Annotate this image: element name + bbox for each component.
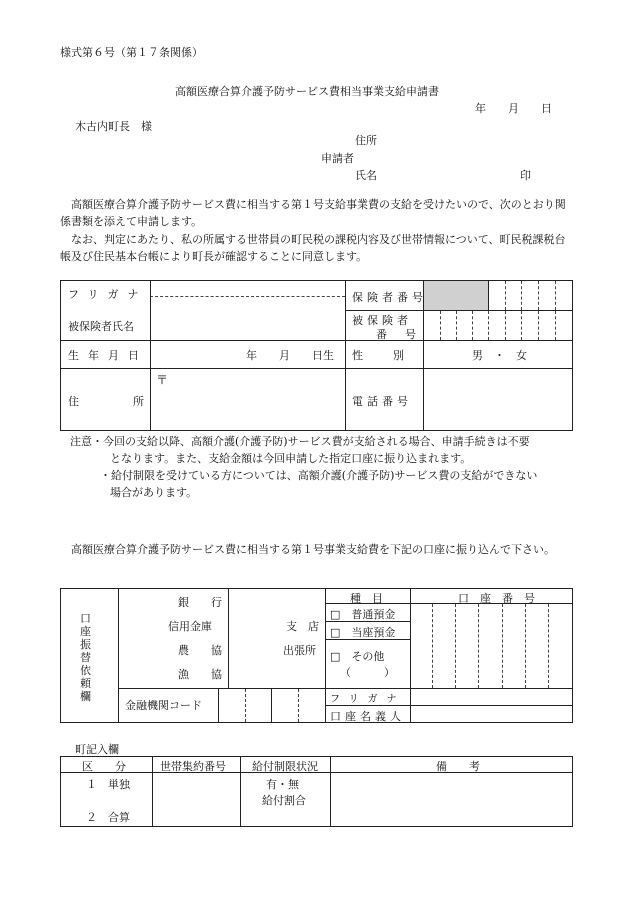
branch-label: 支 店 — [286, 620, 319, 633]
insurer-number-label: 保険者番号 — [352, 291, 427, 304]
furigana-label: フリガナ — [68, 288, 148, 301]
kind-other-checkbox[interactable]: □ その他 — [330, 650, 385, 663]
birthdate-format: 年 月 日生 — [246, 349, 334, 362]
addressee: 木古内町長 様 — [75, 120, 152, 133]
restriction-yes-no: 有・無 — [266, 778, 299, 791]
birthdate-label: 生年月日 — [68, 349, 148, 362]
bank-type-nokyo: 農 協 — [178, 644, 222, 657]
office-label: 出張所 — [283, 644, 316, 657]
insured-number-label-1: 被保険者 — [352, 314, 412, 327]
account-holder-label: 口座名義人 — [330, 710, 405, 723]
kind-other-paren: （ ） — [340, 666, 395, 679]
category-single: １ 単独 — [86, 778, 130, 791]
date-month: 月 — [508, 102, 519, 115]
bank-code-label: 金融機関コード — [125, 699, 202, 712]
address-label: 住所 — [68, 395, 198, 408]
applicant-name-label: 氏名 — [355, 169, 377, 182]
header-category: 区 分 — [82, 760, 126, 773]
town-section-label: 町記入欄 — [75, 743, 119, 756]
note-1-cont: となります。また、支給金額は今回申請した指定口座に振り込まれます。 — [110, 452, 472, 465]
insured-number-label-2: 番号 — [376, 328, 434, 341]
note-2-cont: 場合があります。 — [110, 486, 198, 499]
note-2: ・給付制限を受けている方については、高額介護(介護予防)サービス費の支給ができない — [100, 469, 538, 482]
account-furigana-label: フリガナ — [330, 694, 406, 705]
transfer-section-label: 口座振替依頼欄 — [80, 612, 91, 703]
applicant-role-label: 申請者 — [321, 152, 354, 165]
seal-mark: 印 — [520, 169, 531, 182]
postal-mark: 〒 — [156, 373, 169, 387]
note-1: 注意・今回の支給以降、高額介護(介護予防)サービス費が支給される場合、申請手続きは不要 — [70, 435, 530, 448]
transfer-paragraph: 高額医療合算介護予防サービス費に相当する第１号事業支給費を下記の口座に振り込んで下さい。 — [71, 543, 555, 556]
category-combined: ２ 合算 — [86, 811, 130, 824]
bank-type-bank: 銀 行 — [178, 596, 222, 609]
insured-name-field[interactable] — [152, 298, 344, 339]
intro-paragraph-2: なお、判定にあたり、私の所属する世帯員の町民税の課税内容及び世帯情報について、町民税課税台帳及び住民基本台帳により町長が確認することに同意します。 — [60, 233, 566, 263]
sex-label: 性別 — [352, 349, 434, 362]
bank-type-gyokyo: 漁 協 — [178, 668, 222, 681]
kind-ordinary-checkbox[interactable]: □ 普通預金 — [330, 608, 396, 621]
form-number: 様式第６号（第１７条関係） — [60, 46, 203, 59]
applicant-address-label: 住所 — [355, 134, 377, 147]
header-household-number: 世帯集約番号 — [160, 760, 226, 773]
account-number-header: 口 座 番 号 — [458, 592, 535, 605]
date-day: 日 — [541, 102, 552, 115]
document-title: 高額医療合算介護予防サービス費相当事業支給申請書 — [175, 85, 439, 98]
restriction-ratio: 給付割合 — [262, 794, 306, 807]
kind-header: 種 目 — [350, 592, 383, 605]
date-year: 年 — [475, 102, 486, 115]
phone-label: 電話番号 — [352, 395, 412, 408]
kind-current-checkbox[interactable]: □ 当座預金 — [330, 626, 396, 639]
insured-name-label: 被保険者氏名 — [68, 320, 134, 333]
sex-options[interactable]: 男 ・ 女 — [472, 349, 527, 362]
intro-paragraph-1: 高額医療合算介護予防サービス費に相当する第１号支給事業費の支給を受けたいので、次のとおり関係書類を添えて申請します。 — [60, 198, 566, 228]
header-remarks: 備 考 — [436, 760, 480, 773]
header-restriction: 給付制限状況 — [252, 760, 318, 773]
bank-type-shinkin: 信用金庫 — [168, 620, 212, 633]
